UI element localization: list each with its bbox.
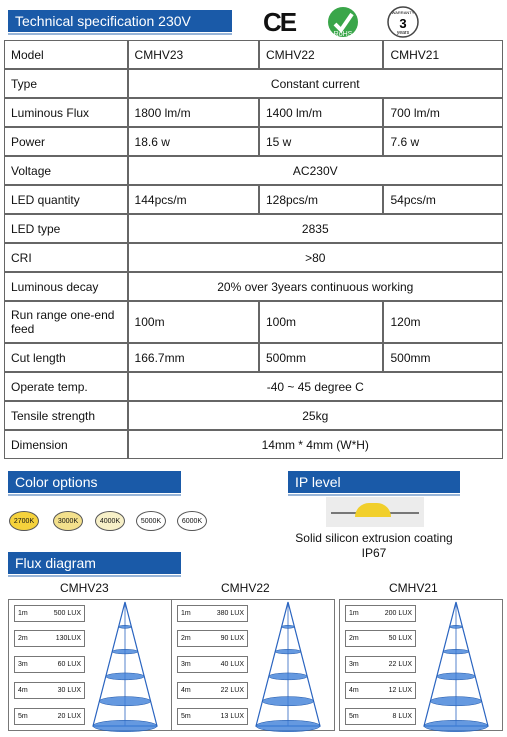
color-swatch-4000k: 4000K xyxy=(95,511,125,531)
flux-lux-value: 200 LUX xyxy=(384,610,412,617)
flux-lux-value: 13 LUX xyxy=(220,713,244,720)
flux-lux-value: 22 LUX xyxy=(220,687,244,694)
color-swatch-2700k: 2700K xyxy=(9,511,39,531)
spec-row-dimension: Dimension 14mm * 4mm (W*H) xyxy=(5,431,502,458)
spec-row-model: Model CMHV23 CMHV22 CMHV21 xyxy=(5,41,502,68)
flux-lux-value: 90 LUX xyxy=(220,635,244,642)
light-cone-icon xyxy=(418,600,507,732)
light-cone-icon xyxy=(87,600,177,732)
flux-row xyxy=(14,708,85,725)
ip-level-title: IP level xyxy=(295,474,341,490)
flux-row xyxy=(177,708,248,725)
spec-row-run: Run range one-end feed 100m 100m 120m xyxy=(5,302,502,342)
flux-row xyxy=(177,605,248,622)
flux-distance: 3m xyxy=(18,661,28,668)
flux-row xyxy=(14,656,85,673)
spec-row-cut: Cut length 166.7mm 500mm 500mm xyxy=(5,344,502,371)
flux-lux-value: 60 LUX xyxy=(57,661,81,668)
spec-row-led-type: LED type 2835 xyxy=(5,215,502,242)
flux-distance: 5m xyxy=(349,713,359,720)
flux-distance: 2m xyxy=(349,635,359,642)
flux-row xyxy=(14,605,85,622)
rohs-icon xyxy=(326,6,360,38)
ip-level-bar xyxy=(288,471,460,493)
model-label-cmhv23: CMHV23 xyxy=(60,581,109,595)
flux-distance: 2m xyxy=(181,635,191,642)
cone-ring xyxy=(106,673,144,680)
cone-ring xyxy=(275,649,301,654)
svg-text:years: years xyxy=(396,30,410,36)
color-options-bar xyxy=(8,471,181,493)
flux-distance: 4m xyxy=(349,687,359,694)
svg-text:RoHS: RoHS xyxy=(333,31,353,38)
cone-ring xyxy=(437,673,475,680)
flux-panel-cmhv22 xyxy=(171,599,335,731)
flux-distance: 1m xyxy=(18,610,28,617)
flux-distance: 1m xyxy=(349,610,359,617)
ce-mark-icon: CE xyxy=(262,6,296,37)
cone-ring xyxy=(112,649,138,654)
cone-ring xyxy=(93,720,157,732)
silicon-dome-icon xyxy=(355,503,391,517)
color-swatch-5000k: 5000K xyxy=(136,511,166,531)
cone-ring xyxy=(262,697,313,706)
ip-caption: Solid silicon extrusion coating xyxy=(295,531,453,545)
flux-row xyxy=(177,656,248,673)
flux-lux-value: 8 LUX xyxy=(392,713,412,720)
flux-row xyxy=(177,630,248,647)
cone-ring xyxy=(430,697,481,706)
spec-row-temp: Operate temp. -40 ~ 45 degree C xyxy=(5,373,502,400)
flux-distance: 5m xyxy=(181,713,191,720)
flux-lux-value: 380 LUX xyxy=(216,610,244,617)
light-cone-icon xyxy=(250,600,340,732)
warranty-icon xyxy=(386,6,420,38)
flux-lux-value: 130LUX xyxy=(55,635,81,642)
cone-ring xyxy=(450,625,463,628)
spec-row-decay: Luminous decay 20% over 3years continuous working xyxy=(5,273,502,300)
spec-title-bar xyxy=(8,10,232,32)
cone-ring xyxy=(282,625,295,628)
spec-row-power: Power 18.6 w 15 w 7.6 w xyxy=(5,128,502,155)
spec-title: Technical specification 230V xyxy=(15,13,191,29)
flux-row xyxy=(345,630,416,647)
flux-row xyxy=(14,682,85,699)
flux-diagram-title: Flux diagram xyxy=(15,555,96,571)
flux-distance: 4m xyxy=(18,687,28,694)
flux-panel-cmhv21 xyxy=(339,599,503,731)
flux-distance: 5m xyxy=(18,713,28,720)
cone-ring xyxy=(424,720,488,732)
cone-ring xyxy=(119,625,132,628)
flux-distance: 3m xyxy=(181,661,191,668)
cone-ring xyxy=(256,720,320,732)
flux-lux-value: 20 LUX xyxy=(57,713,81,720)
flux-panel-cmhv23 xyxy=(8,599,172,731)
color-swatch-3000k: 3000K xyxy=(53,511,83,531)
flux-distance: 3m xyxy=(349,661,359,668)
color-swatch-6000k: 6000K xyxy=(177,511,207,531)
flux-lux-value: 30 LUX xyxy=(57,687,81,694)
flux-lux-value: 50 LUX xyxy=(388,635,412,642)
flux-distance: 2m xyxy=(18,635,28,642)
flux-diagram-bar xyxy=(8,552,181,574)
flux-distance: 1m xyxy=(181,610,191,617)
flux-row xyxy=(14,630,85,647)
flux-row xyxy=(345,605,416,622)
spec-row-tensile: Tensile strength 25kg xyxy=(5,402,502,429)
spec-table xyxy=(3,39,504,460)
flux-lux-value: 500 LUX xyxy=(53,610,81,617)
model-label-cmhv22: CMHV22 xyxy=(221,581,270,595)
cone-ring xyxy=(443,649,469,654)
ip-rating: IP67 xyxy=(361,546,387,560)
svg-text:3: 3 xyxy=(399,16,407,31)
spec-row-led-qty: LED quantity 144pcs/m 128pcs/m 54pcs/m xyxy=(5,186,502,213)
flux-lux-value: 12 LUX xyxy=(388,687,412,694)
flux-distance: 4m xyxy=(181,687,191,694)
flux-row xyxy=(177,682,248,699)
spec-row-flux: Luminous Flux 1800 lm/m 1400 lm/m 700 lm/m xyxy=(5,99,502,126)
color-options-title: Color options xyxy=(15,474,98,490)
cone-ring xyxy=(269,673,307,680)
spec-row-voltage: Voltage AC230V xyxy=(5,157,502,184)
flux-row xyxy=(345,708,416,725)
model-label-cmhv21: CMHV21 xyxy=(389,581,438,595)
svg-text:WARRANTY: WARRANTY xyxy=(391,10,415,15)
flux-row xyxy=(345,656,416,673)
flux-row xyxy=(345,682,416,699)
flux-lux-value: 22 LUX xyxy=(388,661,412,668)
spec-row-cri: CRI >80 xyxy=(5,244,502,271)
flux-lux-value: 40 LUX xyxy=(220,661,244,668)
cone-ring xyxy=(99,697,150,706)
spec-row-type: Type Constant current xyxy=(5,70,502,97)
